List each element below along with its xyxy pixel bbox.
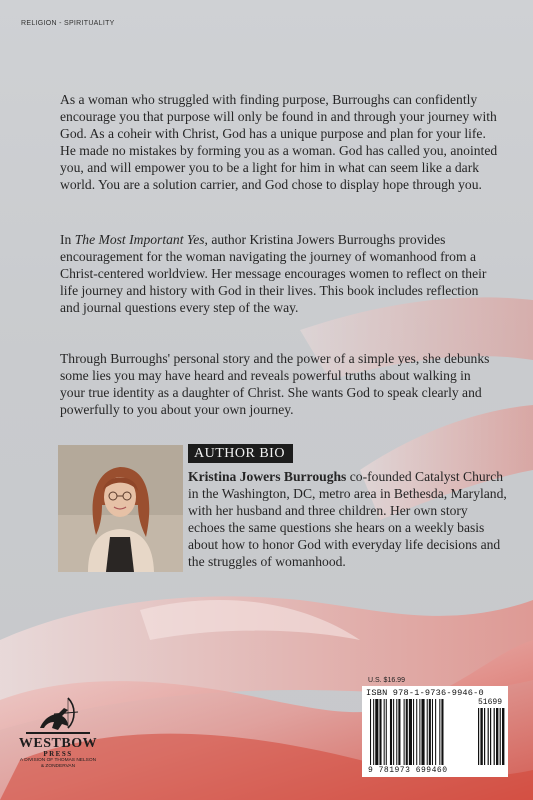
barcode-bar	[404, 699, 405, 765]
publisher-division	[14, 758, 102, 770]
price-label: U.S. $16.99	[368, 677, 405, 684]
publisher-press: PRESS	[43, 750, 73, 758]
barcode-bar	[396, 699, 397, 765]
barcode-bar	[393, 699, 394, 765]
publisher-division-line1: A DIVISION OF THOMAS NELSON	[19, 758, 97, 763]
author-bio-label: AUTHOR BIO	[188, 444, 293, 463]
book-title: The Most Important Yes	[74, 232, 205, 247]
barcode-bar	[429, 699, 431, 765]
publisher-division-line2: & ZONDERVAN	[40, 764, 76, 769]
barcode-addon-bar	[480, 708, 482, 765]
barcode-addon-bar	[494, 708, 495, 765]
barcode-bar	[370, 699, 371, 765]
publisher-name: WESTBOW	[18, 736, 98, 751]
barcode-bar	[373, 699, 374, 765]
barcode-addon-bar	[488, 708, 489, 765]
barcode-bar	[432, 699, 433, 765]
isbn-text: ISBN 978-1-9736-9946-0	[366, 688, 484, 698]
publisher-logo	[18, 694, 98, 769]
barcode-bar	[398, 699, 400, 765]
description-paragraph-1: As a woman who struggled with finding purpose, Burroughs can confidently encourage you that purpose will only be found in and through your journey with God. As a coheir with Christ, God has a unique purpose and plan for your life. He made no mistakes by forming you as a woman. God has called you, anointed you, and will empower you to be a light for him in what can seem like a dark world. You are a solution carrier, and God chose to display hope through you.	[60, 92, 498, 192]
barcode-bars	[362, 686, 508, 777]
barcode-addon-bar	[500, 708, 501, 765]
author-bio-text	[188, 468, 508, 570]
barcode-bar	[390, 699, 392, 765]
barcode-bar	[441, 699, 443, 765]
barcode-addon-bar	[484, 708, 485, 765]
barcode-addon-bar	[490, 708, 491, 765]
barcode-addon-bar	[478, 708, 479, 765]
barcode-bar	[375, 699, 378, 765]
barcode-bar	[419, 699, 420, 765]
ean5-text: 51699	[478, 698, 503, 707]
author-bio-body: co-founded Catalyst Church in the Washington, DC, metro area in Bethesda, Maryland, with her husband and three children. Her own story echoes the same questions she hears on a weekly basis about how to honor God with everyday life decisions and the struggles of womanhood.	[188, 469, 507, 569]
description-paragraph-3: Through Burroughs' personal story and the power of a simple yes, she debunks some lies you may have heard and reveals powerful truths about walking in your true identity as a daughter of Christ. She wants God to speak clearly and powerfully to you about your own journey.	[60, 351, 490, 417]
barcode-bar	[406, 699, 408, 765]
barcode-bar	[427, 699, 428, 765]
barcode-bar	[421, 699, 424, 765]
author-name: Kristina Jowers Burroughs	[188, 469, 347, 484]
barcode-bar	[386, 699, 387, 765]
ean13-text: 9 781973 699460	[368, 766, 448, 775]
category-label: RELIGION - SPIRITUALITY	[21, 20, 115, 27]
barcode-bar	[435, 699, 436, 765]
author-photo	[58, 445, 183, 572]
barcode-bar	[384, 699, 385, 765]
barcode-bar	[439, 699, 440, 765]
barcode-bar	[413, 699, 414, 765]
barcode-bar	[416, 699, 417, 765]
paragraph-2-rest: , author Kristina Jowers Burroughs provides encouragement for the woman navigating the journey of womanhood from a Christ-centered worldview. Her message encourages women to reflect on their life journey and history with God in their lives. This book includes reflection and journal questions every step of the way.	[60, 232, 487, 315]
paragraph-2-prefix: In	[60, 232, 75, 247]
barcode-addon-bar	[502, 708, 504, 765]
barcode-bar	[409, 699, 412, 765]
barcode-bar	[379, 699, 381, 765]
archer-icon	[18, 694, 98, 736]
barcode	[362, 686, 508, 777]
barcode-addon-bar	[496, 708, 498, 765]
description-paragraph-2	[60, 231, 498, 316]
